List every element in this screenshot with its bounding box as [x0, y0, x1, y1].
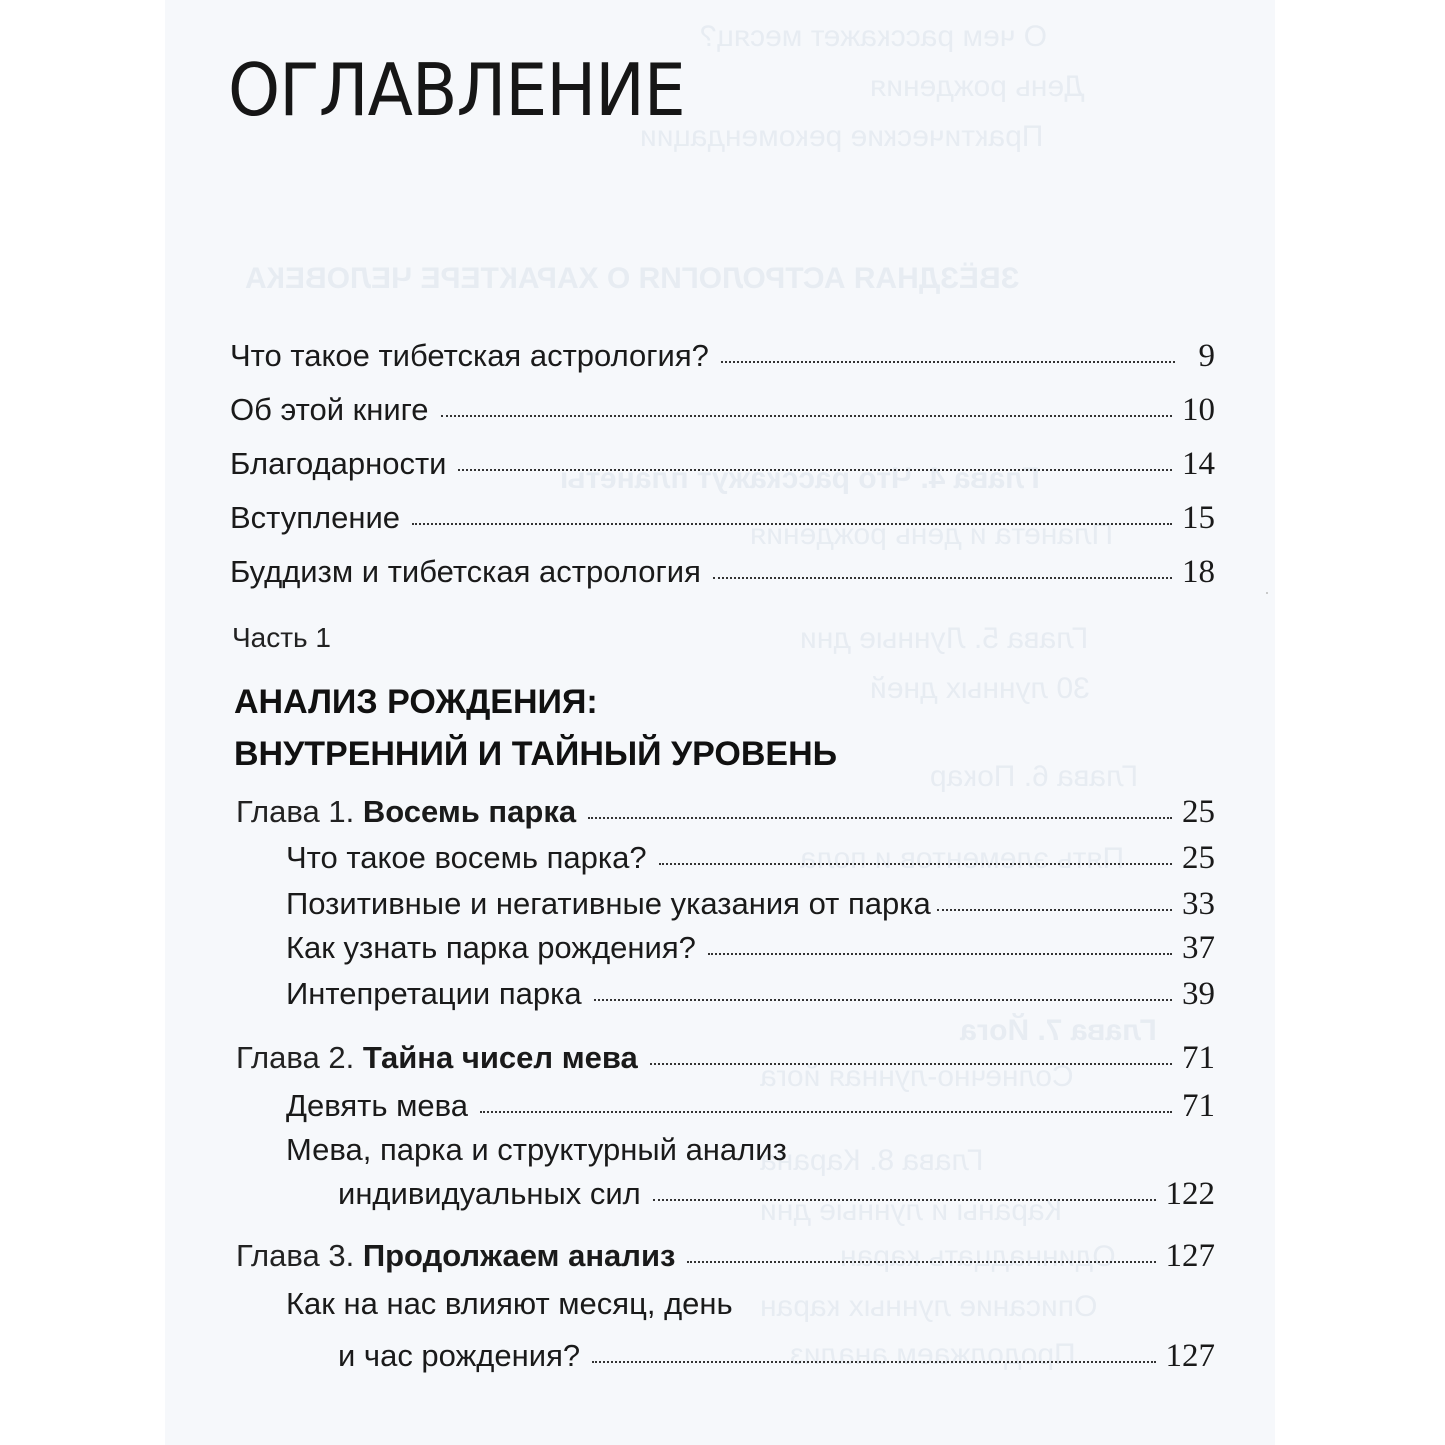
toc-chapter[interactable] — [236, 1040, 1215, 1077]
toc-section[interactable] — [286, 1088, 1215, 1125]
toc-entry[interactable] — [230, 446, 1215, 483]
dot-leader — [659, 863, 1172, 865]
toc-chapter-heading — [236, 794, 576, 830]
dot-leader — [592, 1361, 1155, 1363]
dot-leader — [721, 361, 1175, 363]
show-through-text: Глава 6. Покар — [930, 760, 1139, 793]
toc-entry-page: 127 — [1165, 1338, 1215, 1374]
toc-entry-page: 39 — [1182, 976, 1215, 1012]
show-through-text: Глава 7. Йога — [960, 1014, 1157, 1047]
dot-leader — [653, 1199, 1156, 1201]
dot-leader — [594, 999, 1172, 1001]
toc-entry-title: Как узнать парка рождения? — [286, 930, 696, 965]
show-through-text: О чем расскажет месяц? — [700, 20, 1048, 53]
dot-leader — [458, 469, 1172, 471]
part-label: Часть 1 — [232, 622, 331, 653]
toc-entry-title: Об этой книге — [230, 392, 429, 427]
toc-entry-title: Что такое восемь парка? — [286, 840, 647, 875]
dot-leader — [650, 1063, 1172, 1065]
toc-entry-page: 37 — [1182, 930, 1215, 966]
toc-chapter[interactable] — [236, 1238, 1215, 1275]
show-through-text: Описание лунных каран — [760, 1290, 1098, 1323]
toc-entry[interactable] — [230, 554, 1215, 591]
chapter-title: Тайна чисел мева — [362, 1040, 638, 1075]
dot-leader — [480, 1111, 1172, 1113]
toc-entry-page: 14 — [1182, 446, 1215, 482]
dot-leader — [588, 817, 1172, 819]
show-through-text: Пять элементов и пола — [800, 842, 1125, 875]
toc-entry-page: 33 — [1182, 886, 1215, 922]
toc-entry-page: 15 — [1182, 500, 1215, 536]
show-through-text: Одиннадцать каран — [840, 1240, 1116, 1273]
toc-entry-title: и час рождения? — [338, 1338, 581, 1373]
toc-entry-page: 25 — [1182, 840, 1215, 876]
toc-entry-title: Что такое тибетская астрология? — [230, 338, 709, 373]
show-through-text: День рождения — [870, 70, 1085, 103]
toc-section[interactable] — [286, 976, 1215, 1013]
toc-entry[interactable] — [230, 500, 1215, 537]
dot-leader — [687, 1261, 1155, 1263]
toc-section-title-line1[interactable]: Мева, парка и структурный анализ — [286, 1132, 787, 1167]
dot-leader — [708, 953, 1172, 955]
toc-entry-page: 71 — [1182, 1040, 1215, 1076]
toc-entry-title: индивидуальных сил — [338, 1176, 641, 1211]
toc-entry-title: Благодарности — [230, 446, 447, 481]
part-title-line: АНАЛИЗ РОЖДЕНИЯ: — [234, 683, 598, 721]
show-through-text: Глава 5. Лунные дни — [800, 622, 1089, 655]
toc-entry-title: Вступление — [230, 500, 401, 535]
dot-leader — [713, 577, 1172, 579]
toc-entry-page: 10 — [1182, 392, 1215, 428]
toc-entry-page: 9 — [1198, 338, 1215, 374]
toc-entry-page: 18 — [1182, 554, 1215, 590]
toc-entry-title: Позитивные и негативные указания от парка — [286, 886, 931, 921]
show-through-text: Солнечно-лунная йога — [760, 1060, 1074, 1093]
toc-entry-page: 127 — [1165, 1238, 1215, 1274]
chapter-label: Глава 3. — [236, 1238, 355, 1273]
chapter-title: Восемь парка — [362, 794, 577, 829]
toc-section[interactable] — [286, 840, 1215, 877]
part-title — [234, 676, 837, 780]
toc-entry-page: 71 — [1182, 1088, 1215, 1124]
part-title-line: ВНУТРЕННИЙ И ТАЙНЫЙ УРОВЕНЬ — [234, 735, 838, 773]
toc-section[interactable] — [338, 1176, 1215, 1213]
dot-leader — [937, 909, 1172, 911]
dot-leader — [441, 415, 1172, 417]
toc-section[interactable] — [338, 1338, 1215, 1375]
show-through-text: Караны и лунные дни — [760, 1194, 1063, 1227]
show-through-text: 30 лунных дней — [870, 672, 1090, 705]
toc-section[interactable] — [286, 930, 1215, 967]
paper-speck — [1266, 592, 1268, 594]
show-through-text: Продолжаем анализ — [790, 1338, 1076, 1371]
toc-section-title-line1[interactable]: Как на нас влияют месяц, день — [286, 1286, 733, 1321]
toc-entry-title: Интепретации парка — [286, 976, 582, 1011]
chapter-title: Продолжаем анализ — [362, 1238, 676, 1273]
toc-entry-title: Буддизм и тибетская астрология — [230, 554, 701, 589]
show-through-text: ЗВЁЗДНАЯ АСТРОЛОГИЯ О ХАРАКТЕРЕ ЧЕЛОВЕКА — [245, 262, 1020, 295]
show-through-text: Глава 8. Карана — [760, 1144, 984, 1177]
show-through-text: Практические рекомендации — [640, 120, 1044, 153]
show-through-text: Планета и день рождения — [750, 518, 1114, 551]
dot-leader — [412, 523, 1172, 525]
show-through-text: Глава 4. Что расскажут планеты — [560, 462, 1040, 495]
page-title: ОГЛАВЛЕНИЕ — [228, 48, 685, 132]
toc-entry-title: Девять мева — [286, 1088, 469, 1123]
chapter-label: Глава 2. — [236, 1040, 355, 1075]
toc-chapter-heading — [236, 1238, 675, 1274]
toc-entry-page: 25 — [1182, 794, 1215, 830]
toc-chapter-heading — [236, 1040, 638, 1076]
toc-entry[interactable] — [230, 392, 1215, 429]
toc-chapter[interactable] — [236, 794, 1215, 831]
toc-entry[interactable] — [230, 338, 1215, 375]
toc-entry-page: 122 — [1165, 1176, 1215, 1212]
chapter-label: Глава 1. — [236, 794, 355, 829]
toc-section[interactable] — [286, 886, 1215, 923]
